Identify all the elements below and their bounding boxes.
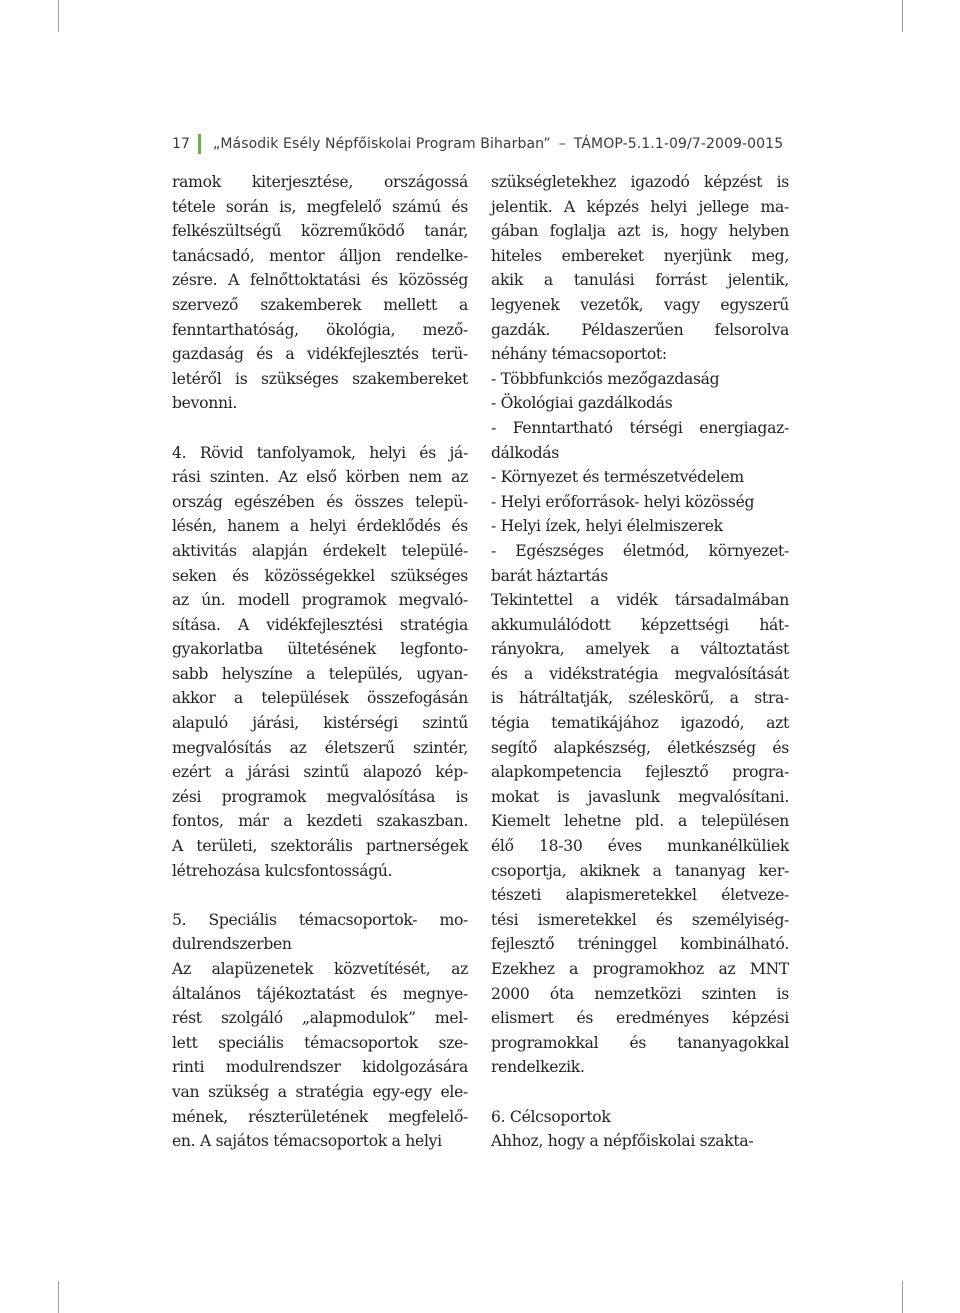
- text-line: általános tájékoztatást és megnye-: [172, 984, 468, 1003]
- paragraph: [491, 170, 789, 1080]
- text-line: tégia tematikájához igazodó, azt: [491, 714, 789, 733]
- text-line: Ahhoz, hogy a népfőiskolai szakta-: [491, 1132, 754, 1151]
- text-line: - Többfunkciós mezőgazdaság: [491, 369, 720, 388]
- text-line: akkor a települések összefogásán: [172, 689, 468, 708]
- text-line: - Ökológiai gazdálkodás: [491, 394, 673, 413]
- text-line: letéről is szükséges szakembereket: [172, 369, 468, 388]
- text-line: 4. Rövid tanfolyamok, helyi és já-: [172, 443, 468, 462]
- text-line: alapuló járási, kistérségi szintű: [172, 714, 468, 733]
- text-line: létrehozása kulcsfontosságú.: [172, 861, 393, 880]
- paragraph: [172, 908, 468, 1154]
- text-line: néhány témacsoportot:: [491, 345, 667, 364]
- text-line: gában foglalja azt is, hogy helyben: [491, 222, 789, 241]
- text-line: 6. Célcsoportok: [491, 1107, 611, 1126]
- text-line: van szükség a stratégia egy-egy ele-: [172, 1082, 468, 1101]
- text-line: programokkal és tananyagokkal: [491, 1033, 789, 1052]
- text-line: aktivitás alapján érdekelt települé-: [172, 541, 468, 560]
- text-line: - Környezet és természetvédelem: [491, 468, 744, 487]
- text-line: rási szinten. Az első körben nem az: [172, 468, 468, 487]
- text-line: akik a tanulási forrást jelentik,: [491, 271, 789, 290]
- text-line: zési programok megvalósítása is: [172, 787, 468, 806]
- text-line: ország egészében és összes telepü-: [172, 492, 468, 511]
- crop-mark-bottom-left: [58, 1281, 59, 1313]
- crop-mark-top-right: [902, 0, 903, 32]
- text-line: élő 18-30 éves munkanélküliek: [491, 837, 789, 856]
- paragraph-gap: [172, 883, 468, 908]
- text-line: Tekintettel a vidék társadalmában: [491, 591, 789, 610]
- crop-mark-top-left: [58, 0, 59, 32]
- text-line: dulrendszerben: [172, 935, 292, 954]
- running-header: [172, 133, 783, 155]
- text-line: ezért a járási szintű alapozó kép-: [172, 763, 468, 782]
- text-line: tési ismeretekkel és személyiség-: [491, 910, 789, 929]
- paragraph-gap: [491, 1080, 789, 1105]
- text-line: rést szolgáló „alapmodulok” mel-: [172, 1009, 468, 1028]
- text-line: lésén, hanem a helyi érdeklődés és: [172, 517, 468, 536]
- text-line: en. A sajátos témacsoportok a helyi: [172, 1132, 442, 1151]
- text-line: A területi, szektorális partnerségek: [172, 837, 468, 856]
- text-line: hiteles embereket nyerjünk meg,: [491, 246, 789, 265]
- text-line: szervező szakemberek mellett a: [172, 295, 468, 314]
- text-line: - Fenntartható térségi energiagaz-: [491, 418, 789, 437]
- text-line: gyakorlatba ültetésének legfonto-: [172, 640, 468, 659]
- text-line: mokat is javaslunk megvalósítani.: [491, 787, 789, 806]
- paragraph: [172, 441, 468, 884]
- text-line: 2000 óta nemzetközi szinten is: [491, 984, 789, 1003]
- paragraph-gap: [172, 416, 468, 441]
- text-line: Az alapüzenetek közvetítését, az: [172, 960, 468, 978]
- text-line: elismert és eredményes képzési: [491, 1009, 789, 1028]
- text-line: alapkompetencia fejlesztő progra-: [491, 763, 789, 782]
- right-column: [491, 170, 789, 1154]
- text-line: rányokra, amelyek a változtatást: [491, 640, 789, 659]
- text-line: dálkodás: [491, 443, 559, 462]
- text-line: gazdaság és a vidékfejlesztés terü-: [172, 345, 468, 364]
- text-line: fenntarthatóság, ökológia, mező-: [172, 320, 468, 339]
- header-dash: –: [558, 136, 566, 152]
- project-code: TÁMOP-5.1.1-09/7-2009-0015: [573, 136, 784, 152]
- left-column: [172, 170, 468, 1154]
- text-line: tészeti alapismeretekkel életveze-: [491, 886, 789, 905]
- text-line: szükségletekhez igazodó képzést is: [491, 173, 789, 191]
- text-line: is hátráltatják, széleskörű, a stra-: [491, 689, 789, 708]
- text-line: és a vidékstratégia megvalósítását: [491, 664, 789, 683]
- page-number: 17: [172, 136, 191, 152]
- paragraph: [172, 170, 468, 416]
- text-line: sabb helyszíne a település, ugyan-: [172, 664, 468, 683]
- text-line: mének, részterületének megfelelő-: [172, 1107, 468, 1126]
- text-line: fontos, már a kezdeti szakaszban.: [172, 812, 468, 831]
- header-accent-bar: [198, 134, 201, 154]
- text-line: csoportja, akiknek a tananyag ker-: [491, 861, 789, 880]
- text-line: lett speciális témacsoportok sze-: [172, 1033, 468, 1052]
- text-line: akkumulálódott képzettségi hát-: [491, 615, 789, 634]
- text-line: segítő alapkészség, életkészség és: [491, 738, 789, 757]
- text-line: jelentik. A képzés helyi jellege ma-: [491, 197, 789, 216]
- header-title: „Második Esély Népfőiskolai Program Biharban”: [213, 136, 551, 152]
- text-line: tétele során is, megfelelő számú és: [172, 197, 468, 216]
- crop-mark-bottom-right: [902, 1281, 903, 1313]
- text-line: rendelkezik.: [491, 1058, 585, 1077]
- text-line: sítása. A vidékfejlesztési stratégia: [172, 615, 468, 634]
- text-line: bevonni.: [172, 394, 238, 413]
- text-line: megvalósítás az életszerű szintér,: [172, 738, 468, 757]
- text-line: az ún. modell programok megvaló-: [172, 591, 468, 610]
- text-line: tanácsadó, mentor álljon rendelke-: [172, 246, 468, 265]
- text-line: rinti modulrendszer kidolgozására: [172, 1058, 468, 1077]
- text-line: 5. Speciális témacsoportok- mo-: [172, 910, 468, 929]
- text-line: zésre. A felnőttoktatási és közösség: [172, 271, 468, 290]
- paragraph: [491, 1105, 789, 1154]
- text-line: Ezekhez a programokhoz az MNT: [491, 960, 789, 978]
- text-line: - Helyi ízek, helyi élelmiszerek: [491, 517, 723, 536]
- text-line: legyenek vezetők, vagy egyszerű: [491, 295, 789, 314]
- text-line: - Helyi erőforrások- helyi közösség: [491, 492, 755, 511]
- text-line: gazdák. Példaszerűen felsorolva: [491, 320, 789, 339]
- text-line: felkészültségű közreműködő tanár,: [172, 222, 468, 241]
- text-line: seken és közösségekkel szükséges: [172, 566, 468, 585]
- text-line: Kiemelt lehetne pld. a településen: [491, 812, 789, 831]
- text-line: barát háztartás: [491, 566, 608, 585]
- text-line: ramok kiterjesztése, országossá: [172, 173, 468, 191]
- text-line: fejlesztő tréninggel kombinálható.: [491, 935, 789, 954]
- text-line: - Egészséges életmód, környezet-: [491, 541, 789, 560]
